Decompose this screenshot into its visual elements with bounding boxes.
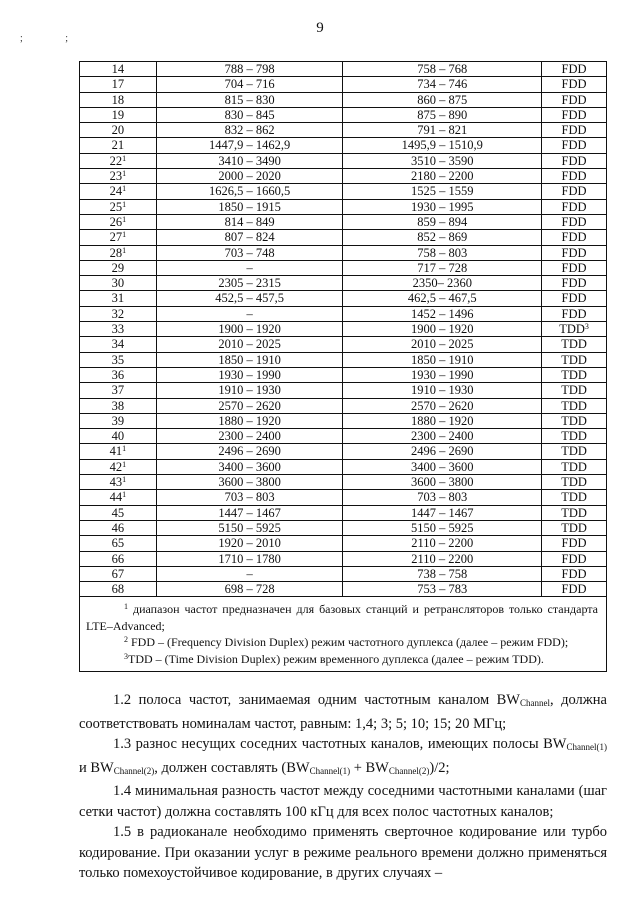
duplex-mode-cell: TDD (542, 413, 607, 428)
uplink-range-cell: 1910 – 1930 (156, 383, 343, 398)
downlink-range-cell: 3510 – 3590 (343, 153, 542, 168)
downlink-range-cell: 717 – 728 (343, 260, 542, 275)
uplink-range-cell: 1710 – 1780 (156, 551, 343, 566)
duplex-mode-cell: TDD (542, 337, 607, 352)
band-number-cell: 65 (80, 536, 157, 551)
uplink-range-cell: 807 – 824 (156, 230, 343, 245)
footnote-3: $^3$TDD – (Time Division Duplex) режим временного дуплекса (далее – режим TDD). (124, 651, 544, 666)
duplex-mode-cell: FDD (542, 566, 607, 581)
downlink-range-cell: 1880 – 1920 (343, 413, 542, 428)
band-number-cell: 68 (80, 582, 157, 597)
uplink-range-cell: 2305 – 2315 (156, 276, 343, 291)
downlink-range-cell: 791 – 821 (343, 123, 542, 138)
band-number-cell: 32 (80, 306, 157, 321)
duplex-mode-cell: TDD (542, 459, 607, 474)
duplex-mode-cell: FDD (542, 536, 607, 551)
downlink-range-cell: 875 – 890 (343, 107, 542, 122)
table-row (80, 62, 607, 77)
band-number-cell: 37 (80, 383, 157, 398)
uplink-range-cell: 2300 – 2400 (156, 429, 343, 444)
table-row (80, 505, 607, 520)
band-number-cell: 66 (80, 551, 157, 566)
band-number-cell: $25^1$ (80, 199, 157, 214)
duplex-mode-cell: TDD (542, 398, 607, 413)
duplex-mode-cell: FDD (542, 245, 607, 260)
table-row (80, 199, 607, 214)
downlink-range-cell: 738 – 758 (343, 566, 542, 581)
table-row (80, 429, 607, 444)
duplex-mode-cell: FDD (542, 306, 607, 321)
footnote-2: $^2$ FDD – (Frequency Division Duplex) режим частотного дуплекса (далее – режим FDD); (124, 635, 569, 650)
table-row (80, 306, 607, 321)
duplex-mode-cell: TDD (542, 429, 607, 444)
table-row (80, 184, 607, 199)
duplex-mode-cell: TDD (542, 383, 607, 398)
table-row (80, 475, 607, 490)
table-row (80, 245, 607, 260)
table-row (80, 582, 607, 597)
uplink-range-cell: 815 – 830 (156, 92, 343, 107)
table-row (80, 520, 607, 535)
table-row (80, 413, 607, 428)
uplink-range-cell: 814 – 849 (156, 214, 343, 229)
duplex-mode-cell: TDD (542, 352, 607, 367)
band-number-cell: 19 (80, 107, 157, 122)
band-number-cell: $23^1$ (80, 169, 157, 184)
duplex-mode-cell: FDD (542, 582, 607, 597)
duplex-mode-cell: FDD (542, 276, 607, 291)
band-number-cell: 21 (80, 138, 157, 153)
duplex-mode-cell: FDD (542, 153, 607, 168)
band-number-cell: $22^1$ (80, 153, 157, 168)
footnote-1: $^1$ диапазон частот предназначен для базовых станций и ретрансляторов только стандарта LTE–Advanced; (86, 602, 598, 633)
downlink-range-cell: 1930 – 1995 (343, 199, 542, 214)
uplink-range-cell: 1920 – 2010 (156, 536, 343, 551)
band-number-cell: 35 (80, 352, 157, 367)
duplex-mode-cell: TDD (542, 505, 607, 520)
uplink-range-cell: 1850 – 1915 (156, 199, 343, 214)
downlink-range-cell: 852 – 869 (343, 230, 542, 245)
band-number-cell: 29 (80, 260, 157, 275)
downlink-range-cell: 1447 – 1467 (343, 505, 542, 520)
downlink-range-cell: 1910 – 1930 (343, 383, 542, 398)
downlink-range-cell: 2110 – 2200 (343, 551, 542, 566)
downlink-range-cell: 3600 – 3800 (343, 475, 542, 490)
uplink-range-cell: 698 – 728 (156, 582, 343, 597)
table-row (80, 322, 607, 337)
band-number-cell: $41^1$ (80, 444, 157, 459)
table-row (80, 260, 607, 275)
downlink-range-cell: 1495,9 – 1510,9 (343, 138, 542, 153)
duplex-mode-cell: FDD (542, 62, 607, 77)
table-row (80, 383, 607, 398)
downlink-range-cell: 1452 – 1496 (343, 306, 542, 321)
band-number-cell: 33 (80, 322, 157, 337)
band-number-cell: 38 (80, 398, 157, 413)
duplex-mode-cell: FDD (542, 199, 607, 214)
duplex-mode-cell: FDD (542, 77, 607, 92)
duplex-mode-cell: FDD (542, 107, 607, 122)
table-row (80, 459, 607, 474)
duplex-mode-cell: TDD (542, 475, 607, 490)
uplink-range-cell: 3410 – 3490 (156, 153, 343, 168)
downlink-range-cell: 1525 – 1559 (343, 184, 542, 199)
scan-specks: ; ; (20, 33, 89, 44)
uplink-range-cell: 452,5 – 457,5 (156, 291, 343, 306)
downlink-range-cell: 859 – 894 (343, 214, 542, 229)
table-row (80, 230, 607, 245)
downlink-range-cell: 2496 – 2690 (343, 444, 542, 459)
duplex-mode-cell: FDD (542, 123, 607, 138)
uplink-range-cell: 704 – 716 (156, 77, 343, 92)
band-number-cell: 45 (80, 505, 157, 520)
uplink-range-cell: 1447 – 1467 (156, 505, 343, 520)
body-text (79, 690, 607, 884)
downlink-range-cell: 703 – 803 (343, 490, 542, 505)
duplex-mode-cell: TDD (542, 367, 607, 382)
table-row (80, 169, 607, 184)
uplink-range-cell: 1900 – 1920 (156, 322, 343, 337)
downlink-range-cell: 758 – 768 (343, 62, 542, 77)
duplex-mode-cell: FDD (542, 169, 607, 184)
downlink-range-cell: 2300 – 2400 (343, 429, 542, 444)
downlink-range-cell: 1850 – 1910 (343, 352, 542, 367)
band-table-body (80, 62, 607, 597)
band-number-cell: 31 (80, 291, 157, 306)
table-row (80, 92, 607, 107)
duplex-mode-cell: TDD (542, 490, 607, 505)
table-row (80, 536, 607, 551)
uplink-range-cell: 3400 – 3600 (156, 459, 343, 474)
table-row (80, 551, 607, 566)
footnotes-row (80, 597, 607, 672)
band-number-cell: 17 (80, 77, 157, 92)
uplink-range-cell: 832 – 862 (156, 123, 343, 138)
downlink-range-cell: 753 – 783 (343, 582, 542, 597)
downlink-range-cell: 1930 – 1990 (343, 367, 542, 382)
band-number-cell: 46 (80, 520, 157, 535)
uplink-range-cell: 788 – 798 (156, 62, 343, 77)
table-row (80, 138, 607, 153)
downlink-range-cell: 2570 – 2620 (343, 398, 542, 413)
downlink-range-cell: 734 – 746 (343, 77, 542, 92)
uplink-range-cell: 5150 – 5925 (156, 520, 343, 535)
downlink-range-cell: 462,5 – 467,5 (343, 291, 542, 306)
duplex-mode-cell: TDD$^3$ (542, 322, 607, 337)
band-number-cell: 39 (80, 413, 157, 428)
duplex-mode-cell: FDD (542, 230, 607, 245)
paragraph-1-2: 1.2 полоса частот, занимаемая одним частотным каналом $BW_{Channel}$, должна соответствовать номиналам частот, равным: 1,4; 3; 5; 10; 15; 20 МГц; (79, 692, 607, 732)
uplink-range-cell: 1850 – 1910 (156, 352, 343, 367)
table-row (80, 123, 607, 138)
downlink-range-cell: 2350– 2360 (343, 276, 542, 291)
table-row (80, 444, 607, 459)
lte-band-table (79, 61, 607, 672)
table-row (80, 490, 607, 505)
duplex-mode-cell: TDD (542, 520, 607, 535)
duplex-mode-cell: TDD (542, 444, 607, 459)
band-number-cell: $24^1$ (80, 184, 157, 199)
uplink-range-cell: 1626,5 – 1660,5 (156, 184, 343, 199)
uplink-range-cell: 2010 – 2025 (156, 337, 343, 352)
uplink-range-cell: 1930 – 1990 (156, 367, 343, 382)
paragraph-1-4: 1.4 минимальная разность частот между соседними частотными каналами (шаг сетки частот) должна составлять 100 кГц для всех полос частотных каналов; (79, 783, 607, 820)
footnotes-cell (80, 597, 607, 672)
band-number-cell: 40 (80, 429, 157, 444)
band-number-cell: 14 (80, 62, 157, 77)
band-number-cell: $43^1$ (80, 475, 157, 490)
uplink-range-cell: – (156, 306, 343, 321)
table-row (80, 214, 607, 229)
downlink-range-cell: 2180 – 2200 (343, 169, 542, 184)
duplex-mode-cell: FDD (542, 138, 607, 153)
duplex-mode-cell: FDD (542, 260, 607, 275)
duplex-mode-cell: FDD (542, 184, 607, 199)
downlink-range-cell: 5150 – 5925 (343, 520, 542, 535)
table-row (80, 276, 607, 291)
band-number-cell: $26^1$ (80, 214, 157, 229)
duplex-mode-cell: FDD (542, 291, 607, 306)
table-row (80, 291, 607, 306)
downlink-range-cell: 1900 – 1920 (343, 322, 542, 337)
uplink-range-cell: 830 – 845 (156, 107, 343, 122)
uplink-range-cell: – (156, 566, 343, 581)
band-number-cell: 18 (80, 92, 157, 107)
uplink-range-cell: 703 – 748 (156, 245, 343, 260)
band-number-cell: 34 (80, 337, 157, 352)
uplink-range-cell: 2000 – 2020 (156, 169, 343, 184)
paragraph-1-3: 1.3 разнос несущих соседних частотных каналов, имеющих полосы $BW_{Channel(1)}$ и $BW_{Channel(2)}$, должен составлять $(BW_{Channel(1)} + BW_{Channel(2)})/2$; (79, 736, 607, 776)
uplink-range-cell: – (156, 260, 343, 275)
duplex-mode-cell: FDD (542, 92, 607, 107)
duplex-mode-cell: FDD (542, 214, 607, 229)
duplex-mode-cell: FDD (542, 551, 607, 566)
band-number-cell: 36 (80, 367, 157, 382)
uplink-range-cell: 703 – 803 (156, 490, 343, 505)
band-number-cell: 67 (80, 566, 157, 581)
paragraph-1-5: 1.5 в радиоканале необходимо применять сверточное кодирование или турбо кодирование. При оказании услуг в режиме реального времени должно применяться только помехоустойчивое кодирование, в других случаях – (79, 824, 607, 881)
uplink-range-cell: 3600 – 3800 (156, 475, 343, 490)
uplink-range-cell: 2570 – 2620 (156, 398, 343, 413)
band-number-cell: $28^1$ (80, 245, 157, 260)
table-row (80, 566, 607, 581)
band-number-cell: 20 (80, 123, 157, 138)
uplink-range-cell: 2496 – 2690 (156, 444, 343, 459)
table-row (80, 367, 607, 382)
uplink-range-cell: 1447,9 – 1462,9 (156, 138, 343, 153)
downlink-range-cell: 2010 – 2025 (343, 337, 542, 352)
page-number: 9 (316, 20, 324, 36)
table-row (80, 153, 607, 168)
downlink-range-cell: 758 – 803 (343, 245, 542, 260)
table-row (80, 337, 607, 352)
uplink-range-cell: 1880 – 1920 (156, 413, 343, 428)
table-row (80, 77, 607, 92)
table-row (80, 352, 607, 367)
table-row (80, 107, 607, 122)
downlink-range-cell: 860 – 875 (343, 92, 542, 107)
downlink-range-cell: 3400 – 3600 (343, 459, 542, 474)
band-number-cell: $27^1$ (80, 230, 157, 245)
band-number-cell: 30 (80, 276, 157, 291)
table-row (80, 398, 607, 413)
band-number-cell: $44^1$ (80, 490, 157, 505)
band-number-cell: $42^1$ (80, 459, 157, 474)
downlink-range-cell: 2110 – 2200 (343, 536, 542, 551)
